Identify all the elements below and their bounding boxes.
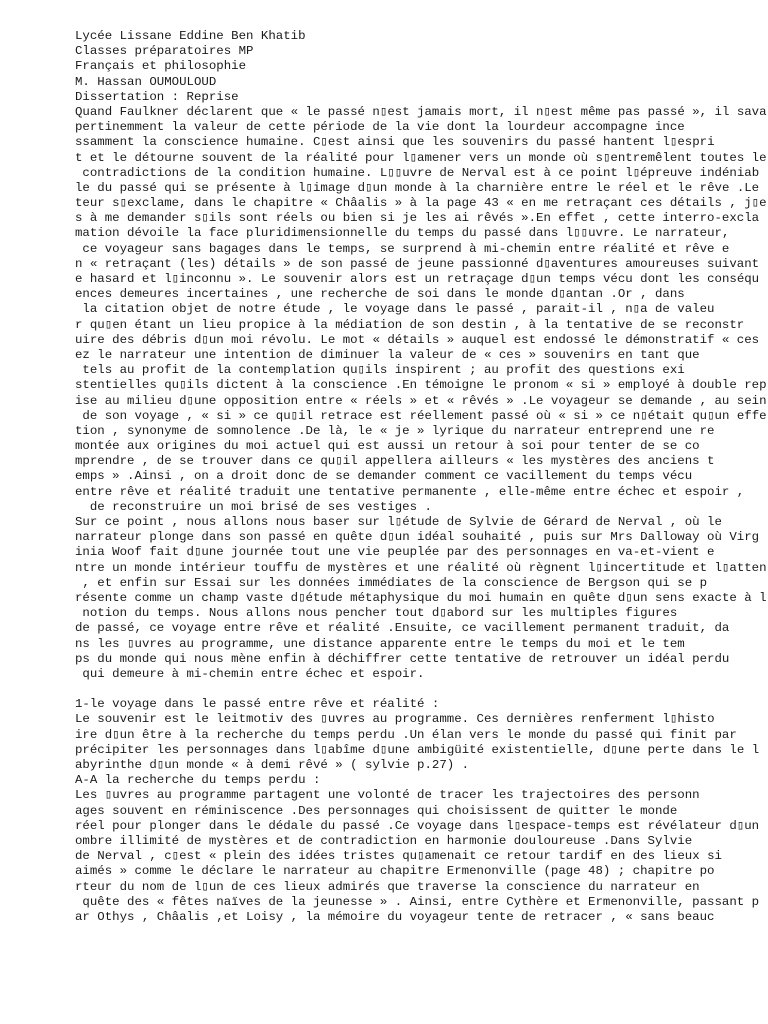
text-line: r qu▯en étant un lieu propice à la médiation de son destin , à la tentative de se reconstr bbox=[75, 317, 745, 332]
introduction bbox=[75, 105, 768, 682]
text-line: précipiter les personnages dans l▯abîme d▯une ambigüité existentielle, d▯une perte dans le l bbox=[75, 742, 760, 757]
text-line: ez le narrateur une intention de diminuer la valeur de « ces » souvenirs en tant que bbox=[75, 347, 700, 362]
text-line: ps du monde qui nous mène enfin à déchiffrer cette tentative de retrouver un idéal perdu bbox=[75, 651, 730, 666]
section-title: 1-le voyage dans le passé entre rêve et réalité : bbox=[75, 697, 440, 712]
blank-line bbox=[75, 682, 768, 697]
text-line: aimés » comme le déclare le narrateur au chapitre Ermenonville (page 48) ; chapitre po bbox=[75, 864, 715, 879]
text-line: notion du temps. Nous allons nous pencher tout d▯abord sur les multiples figures bbox=[75, 606, 678, 621]
text-line: emps » .Ainsi , on a droit donc de se demander comment ce vacillement du temps vécu bbox=[75, 469, 693, 484]
text-line: ombre illimité de mystères et de contradiction en harmonie douloureuse .Dans Sylvie bbox=[75, 833, 693, 848]
text-line: de passé, ce voyage entre rêve et réalité .Ensuite, ce vacillement permanent traduit, da bbox=[75, 621, 730, 636]
text-line: tels au profit de la contemplation qu▯ils inspirent ; au profit des questions exi bbox=[75, 363, 685, 378]
text-line: Le souvenir est le leitmotiv des ▯uvres au programme. Ces dernières renferment l▯histo bbox=[75, 712, 715, 727]
text-line: de Nerval , c▯est « plein des idées tristes qu▯amenait ce retour tardif en des lieux si bbox=[75, 849, 722, 864]
header-line: M. Hassan OUMOULOUD bbox=[75, 74, 217, 89]
text-line: de reconstruire un moi brisé de ses vestiges . bbox=[75, 499, 432, 514]
text-line: narrateur plonge dans son passé en quête d▯un idéal souhaité , puis sur Mrs Dalloway où Virg bbox=[75, 530, 760, 545]
header-line: Français et philosophie bbox=[75, 59, 247, 74]
subsection-title: A-A la recherche du temps perdu : bbox=[75, 773, 321, 788]
document-header bbox=[75, 29, 768, 105]
text-line: Sur ce point , nous allons nous baser sur l▯étude de Sylvie de Gérard de Nerval , où le bbox=[75, 515, 722, 529]
text-line: qui demeure à mi-chemin entre échec et espoir. bbox=[75, 666, 425, 681]
text-line: ce voyageur sans bagages dans le temps, se surprend à mi-chemin entre réalité et rêve e bbox=[75, 241, 730, 256]
text-line: entre rêve et réalité traduit une tentative permanente , elle-même entre échec et espoir , bbox=[75, 484, 745, 499]
text-line: , et enfin sur Essai sur les données immédiates de la conscience de Bergson qui se p bbox=[75, 575, 708, 590]
text-line: ar Othys , Châalis ,et Loisy , la mémoire du voyageur tente de retracer , « sans beauc bbox=[75, 909, 715, 924]
text-line: ire d▯un être à la recherche du temps perdu .Un élan vers le monde du passé qui finit par bbox=[75, 727, 737, 742]
text-line: pertinemment la valeur de cette période de la vie dont la lourdeur accompagne ince bbox=[75, 120, 685, 135]
text-line: ise au milieu d▯une opposition entre « réels » et « rêvés » .Le voyageur se demande , au sein bbox=[75, 393, 767, 408]
text-line: stentielles qu▯ils dictent à la conscience .En témoigne le pronom « si » employé à double rep bbox=[75, 378, 767, 393]
text-line: le du passé qui se présente à l▯image d▯un monde à la charnière entre le réel et le rêve .Le bbox=[75, 180, 760, 195]
text-line: inia Woof fait d▯une journée tout une vie peuplée par des personnages en va-et-vient e bbox=[75, 545, 715, 560]
text-line: quête des « fêtes naïves de la jeunesse » . Ainsi, entre Cythère et Ermenonville, passant p bbox=[75, 894, 760, 909]
text-line: de son voyage , « si » ce qu▯il retrace est réellement passé où « si » ce n▯était qu▯un effe bbox=[75, 408, 767, 423]
document-page bbox=[75, 29, 768, 925]
text-line: n « retraçant (les) détails » de son passé de jeune passionné d▯aventures amoureuses suivant bbox=[75, 256, 760, 271]
text-line: ntre un monde intérieur touffu de mystères et une réalité où règnent l▯incertitude et l▯atten bbox=[75, 560, 767, 575]
text-line: teur s▯exclame, dans le chapitre « Châalis » à la page 43 « en me retraçant ces détails , j▯e bbox=[75, 196, 767, 211]
text-line: ages souvent en réminiscence .Des personnages qui choisissent de quitter le monde bbox=[75, 803, 678, 818]
text-line: s à me demander s▯ils sont réels ou bien si je les ai rêvés ».En effet , cette interro-excla bbox=[75, 211, 760, 226]
header-line: Classes préparatoires MP bbox=[75, 44, 254, 59]
text-line: abyrinthe d▯un monde « à demi rêvé » ( sylvie p.27) . bbox=[75, 758, 470, 772]
text-line: contradictions de la condition humaine. L▯▯uvre de Nerval est à ce point l▯épreuve indéniab bbox=[75, 165, 760, 180]
text-line: Les ▯uvres au programme partagent une volonté de tracer les trajectoires des personn bbox=[75, 788, 700, 803]
text-line: tion , synonyme de somnolence .De là, le « je » lyrique du narrateur entreprend une re bbox=[75, 423, 715, 438]
text-line: montée aux origines du moi actuel qui est aussi un retour à soi pour tenter de se co bbox=[75, 439, 700, 454]
text-line: rteur du nom de l▯un de ces lieux admirés que traverse la conscience du narrateur en bbox=[75, 879, 700, 894]
text-line: e hasard et l▯inconnu ». Le souvenir alors est un retraçage d▯un temps vécu dont les conséqu bbox=[75, 272, 760, 286]
text-line: réel pour plonger dans le dédale du passé .Ce voyage dans l▯espace-temps est révélateur d▯un bbox=[75, 818, 760, 833]
text-line: ssamment la conscience humaine. C▯est ainsi que les souvenirs du passé hantent l▯espri bbox=[75, 135, 715, 150]
header-line: Lycée Lissane Eddine Ben Khatib bbox=[75, 29, 306, 43]
text-line: t et le détourne souvent de la réalité pour l▯amener vers un monde où s▯entremêlent toutes le bbox=[75, 150, 767, 165]
text-line: mation dévoile la face pluridimensionnelle du temps du passé dans l▯▯uvre. Le narrateur, bbox=[75, 226, 730, 241]
text-line: ns les ▯uvres au programme, une distance apparente entre le temps du moi et le tem bbox=[75, 636, 685, 651]
text-line: mprendre , de se trouver dans ce qu▯il appellera ailleurs « les mystères des anciens t bbox=[75, 454, 715, 469]
section-body bbox=[75, 712, 768, 773]
text-line: la citation objet de notre étude , le voyage dans le passé , parait-il , n▯a de valeu bbox=[75, 302, 715, 317]
header-line: Dissertation : Reprise bbox=[75, 89, 239, 104]
text-line: Quand Faulkner déclarent que « le passé n▯est jamais mort, il n▯est même pas passé », il sava bbox=[75, 104, 767, 119]
subsection-body bbox=[75, 788, 768, 925]
text-line: résente comme un champ vaste d▯étude métaphysique du moi humain en quête d▯un sens exacte à l bbox=[75, 590, 767, 605]
text-line: uire des débris d▯un moi révolu. Le mot « détails » auquel est endossé le démonstratif « ces bbox=[75, 332, 760, 347]
text-line: ences demeures incertaines , une recherche de soi dans le monde d▯antan .Or , dans bbox=[75, 287, 685, 302]
